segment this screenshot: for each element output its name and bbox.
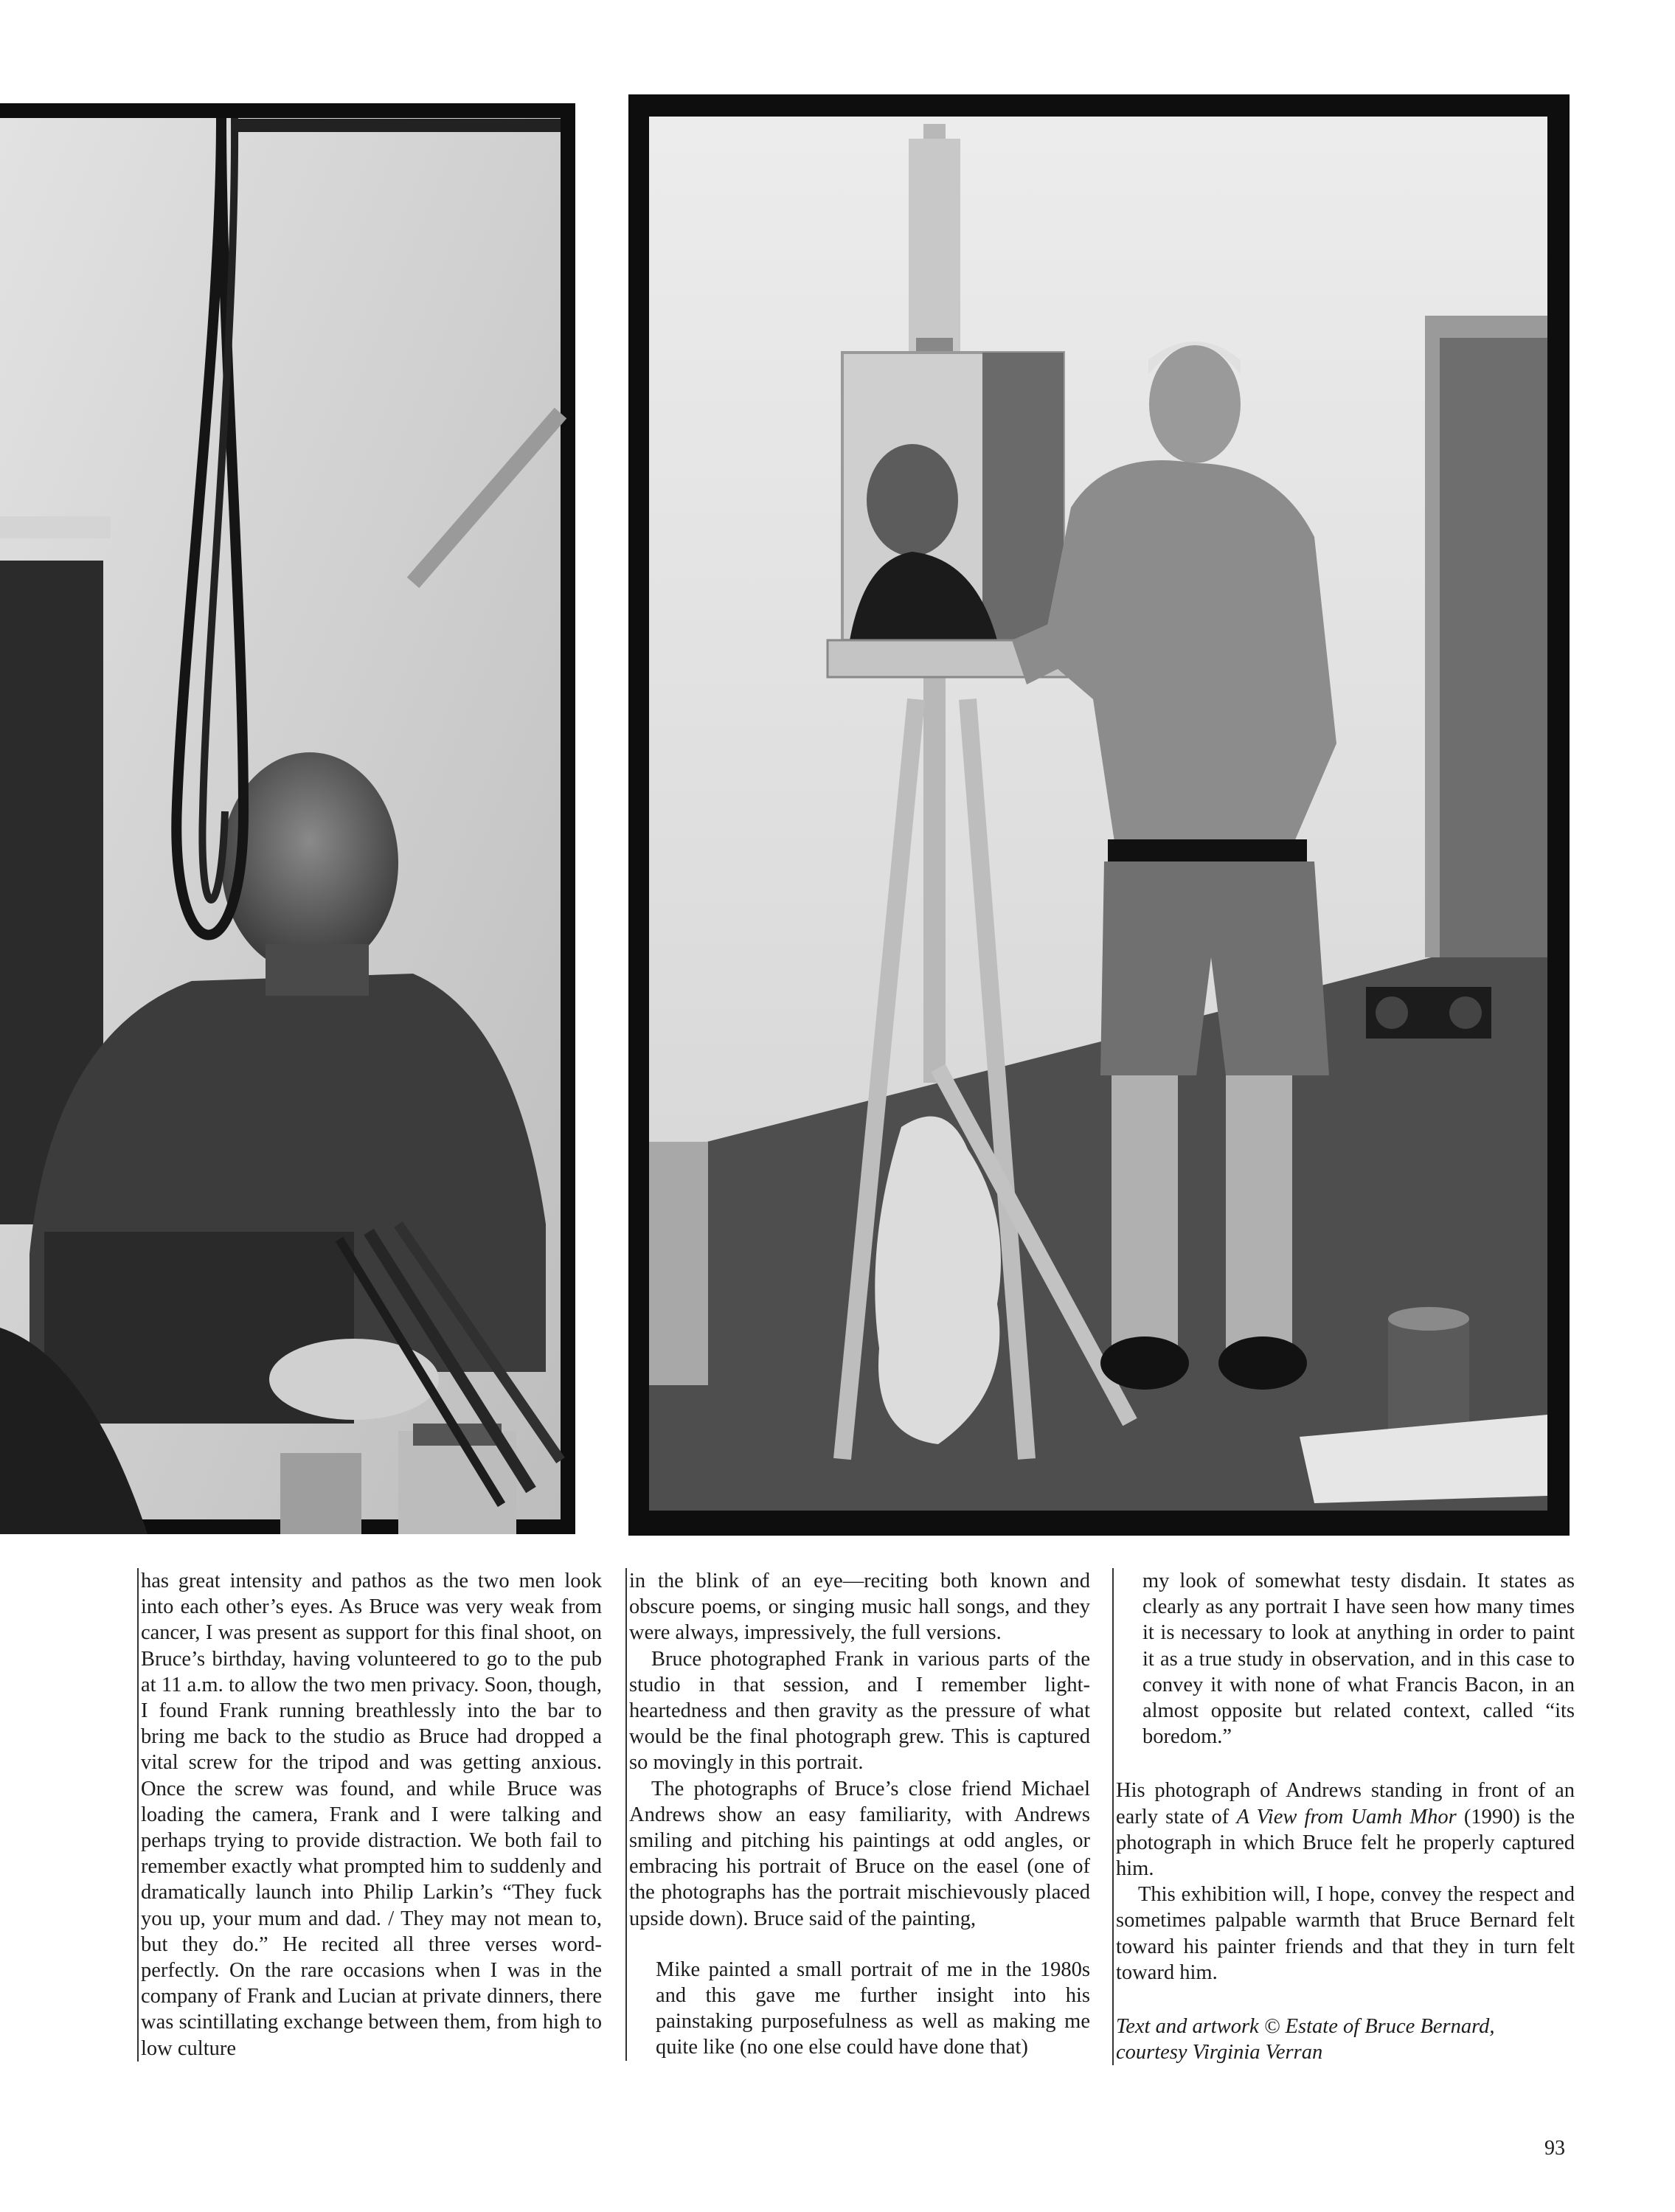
paragraph: in the blink of an eye—reciting both known and obscure poems, or singing music hall songs, and they were always, impressively, the full versions. bbox=[629, 1570, 1090, 1645]
photo-right-image bbox=[628, 94, 1570, 1536]
photo-frank-auerbach-studio bbox=[0, 103, 575, 1534]
text-column-2 bbox=[625, 1568, 1090, 2061]
credit-line-1: Text and artwork © Estate of Bruce Bernard, bbox=[1116, 2015, 1495, 2039]
block-quote: my look of somewhat testy disdain. It states as clearly as any portrait I have seen how many times it is necessary to look at anything in order to paint it as a true study in observation, and in this case to convey it with none of what Francis Bacon, in an almost opposite but related context, called “its boredom.” bbox=[1142, 1570, 1575, 1749]
paragraph: The photographs of Bruce’s close friend Michael Andrews show an easy familiarity, with Andrews smiling and pitching his paintings at odd angles, or embracing his portrait of Bruce on the easel (one of the photographs has the portrait mischievously placed upside down). Bruce said of the painting, bbox=[629, 1777, 1090, 1930]
paragraph-text: His photograph of Andrews standing in front of an early state of bbox=[1116, 1779, 1575, 1828]
paragraph bbox=[1116, 1778, 1575, 1882]
credit-line bbox=[1116, 2014, 1575, 2065]
paragraph: This exhibition will, I hope, convey the respect and sometimes palpable warmth that Bruce Bernard felt toward his painter friends and that they in turn felt toward him. bbox=[1116, 1883, 1575, 1984]
block-quote: Mike painted a small portrait of me in the 1980s and this gave me further insight into his painstaking purposefulness as well as making me quite like (no one else could have done that) bbox=[656, 1958, 1090, 2059]
text-column-1 bbox=[137, 1568, 602, 2062]
paragraph: has great intensity and pathos as the two men look into each other’s eyes. As Bruce was very weak from cancer, I was present as support for this final shoot, on Bruce’s birthday, having volunteered to go to the pub at 11 a.m. to allow the two men privacy. Soon, though, I found Frank running breathlessly into the bar to bring me back to the studio as Bruce had dropped a vital screw for the tripod and was getting anxious. Once the screw was found, and while Bruce was loading the camera, Frank and I were talking and perhaps trying to provide distraction. We both fail to remember exactly what prompted him to suddenly and dramatically launch into Philip Larkin’s “They fuck you up, your mum and dad. / They may not mean to, but they do.” He recited all three verses word-perfectly. On the rare occasions when I was in the company of Frank and Lucian at private dinners, there was scintillating exchange between them, from high to low culture bbox=[141, 1570, 602, 2060]
credit-line-2: courtesy Virginia Verran bbox=[1116, 2041, 1323, 2064]
paragraph: Bruce photographed Frank in various parts of the studio in that session, and I remember light-heartedness and then gravity as the pressure of what would be the final photograph grew. This is captured so movingly in this portrait. bbox=[629, 1647, 1090, 1775]
paragraph-text: (1990) is the photograph in which Bruce felt he properly captured him. bbox=[1116, 1805, 1575, 1881]
artwork-title: A View from Uamh Mhor bbox=[1236, 1805, 1457, 1828]
photo-michael-andrews-easel bbox=[628, 94, 1570, 1536]
page-number: 93 bbox=[1544, 2137, 1565, 2160]
photo-left-image bbox=[0, 103, 575, 1534]
text-column-3 bbox=[1112, 1568, 1575, 2065]
